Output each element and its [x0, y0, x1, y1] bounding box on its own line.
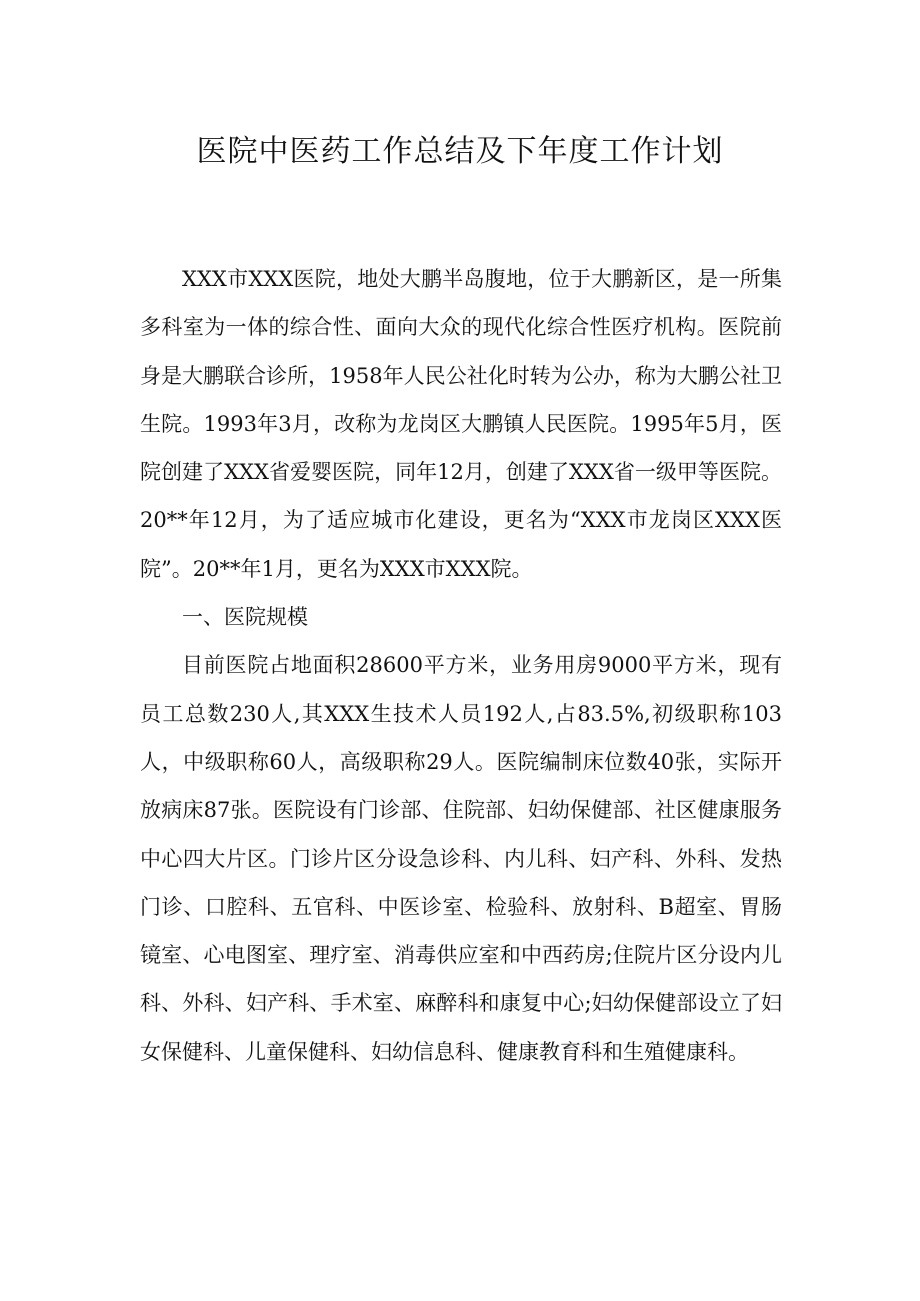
document-title: 医院中医药工作总结及下年度工作计划	[196, 134, 724, 169]
section-heading: 一、医院规模	[182, 605, 308, 630]
section-paragraph: 目前医院占地面积28600平方米，业务用房9000平方米，现有员工总数230人,其XXX生技术人员192人,占83.5%,初级职称103人，中级职称60人，高级职称29人。医院编制床位数40张，实际开放病床87张。医院设有门诊部、住院部、妇幼保健部、社区健康服务中心四大片区。门诊片区分设急诊科、内儿科、妇产科、外科、发热门诊、口腔科、五官科、中医诊室、检验科、放射科、B超室、胃肠镜室、心电图室、理疗室、消毒供应室和中西药房;住院片区分设内儿科、外科、妇产科、手术室、麻醉科和康复中心;妇幼保健部设立了妇女保健科、儿童保健科、妇幼信息科、健康教育科和生殖健康科。	[140, 653, 782, 1064]
document-body	[140, 255, 782, 1076]
intro-paragraph: XXX市XXX医院，地处大鹏半岛腹地，位于大鹏新区，是一所集多科室为一体的综合性、面向大众的现代化综合性医疗机构。医院前身是大鹏联合诊所，1958年人民公社化时转为公办，称为大鹏公社卫生院。1993年3月，改称为龙岗区大鹏镇人民医院。1995年5月，医院创建了XXX省爱婴医院，同年12月，创建了XXX省一级甲等医院。20**年12月，为了适应城市化建设，更名为“XXX市龙岗区XXX医院”。20**年1月，更名为XXX市XXX院。	[140, 267, 782, 581]
